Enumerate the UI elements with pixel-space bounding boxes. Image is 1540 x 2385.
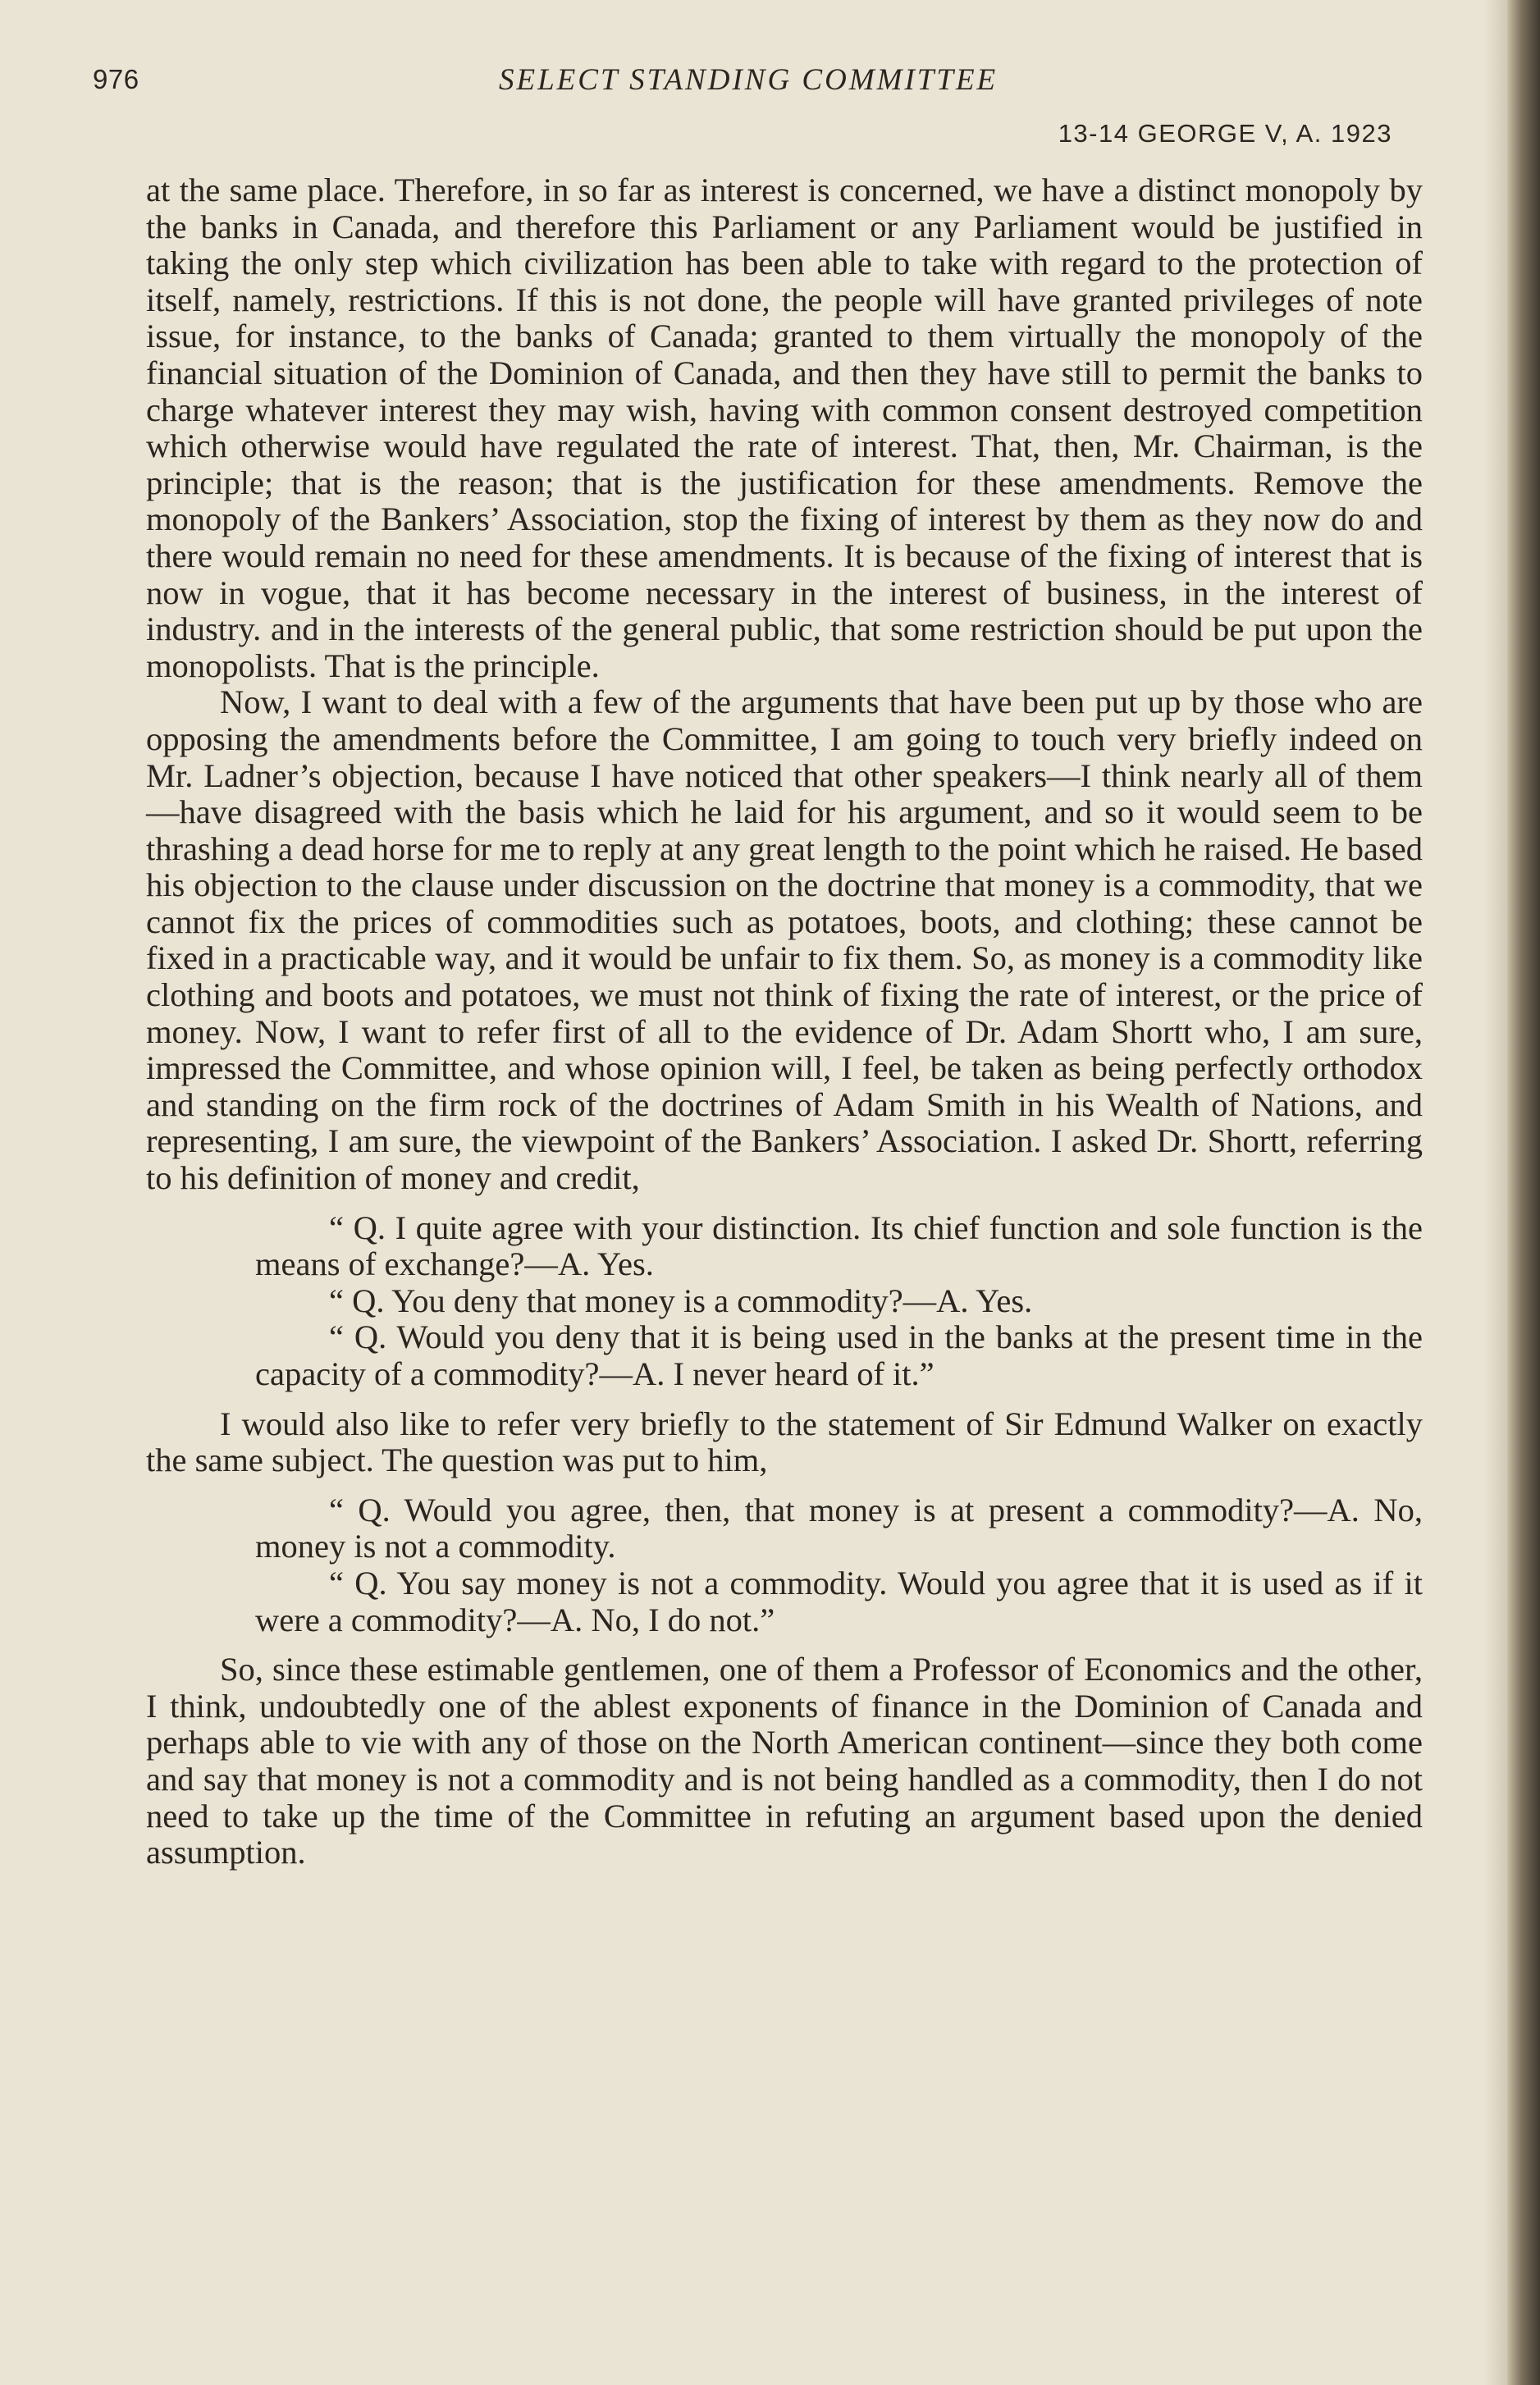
paragraph-4: So, since these estimable gentlemen, one of them a Professor of Economics and the other, I think, undoubtedly one of the ablest exponents of finance in the Dominion of Canada and perhaps able to vie with any of those on the North American continent—since they both come and say that money is not a commodity and is not being handled as a commodity, then I do not need to take up the time of the Committee in refuting an argument based upon the denied assumption. [146, 1651, 1423, 1871]
quote-line: “ Q. You deny that money is a commodity?—A. Yes. [329, 1282, 1033, 1319]
body-text [146, 172, 1423, 1871]
quote-line: “ Q. I quite agree with your distinction. Its chief function and sole function is the means of exchange?—A. Yes. [255, 1208, 1423, 1283]
paragraph-3: I would also like to refer very briefly to the statement of Sir Edmund Walker on exactly the same subject. The question was put to him, [146, 1405, 1423, 1479]
page-number: 976 [93, 64, 139, 94]
quote-line: “ Q. You say money is not a commodity. Would you agree that it is used as if it were a commodity?—A. No, I do not.” [255, 1564, 1423, 1638]
binding-shadow [1484, 0, 1507, 2385]
quote-line: “ Q. Would you agree, then, that money is at present a commodity?—A. No, money is not a commodity. [255, 1491, 1423, 1565]
paragraph-1: at the same place. Therefore, in so far as interest is concerned, we have a distinct monopoly by the banks in Canada, and therefore this Parliament or any Parliament would be justified in taking the only step which civilization has been able to take with regard to the protection of itself, namely, restrictions. If this is not done, the people will have granted privileges of note issue, for instance, to the banks of Canada; granted to them virtually the monopoly of the financial situation of the Dominion of Canada, and then they have still to permit the banks to charge whatever interest they may wish, having with common consent destroyed competition which otherwise would have regulated the rate of interest. That, then, Mr. Chairman, is the principle; that is the reason; that is the justification for these amendments. Remove the monopoly of the Bankers’ Association, stop the fixing of interest by them as they now do and there would remain no need for these amendments. It is because of the fixing of interest that is now in vogue, that it has become necessary in the interest of business, in the interest of industry. and in the interests of the general public, that some restriction should be put upon the monopolists. That is the principle. [146, 171, 1423, 684]
running-title: SELECT STANDING COMMITTEE [499, 63, 998, 97]
paragraph-2: Now, I want to deal with a few of the arguments that have been put up by those who are opposing the amendments before the Committee, I am going to touch very briefly indeed on Mr. Ladner’s objection, because I have noticed that other speakers—I think nearly all of them—have disagreed with the basis which he laid for his argument, and so it would seem to be thrashing a dead horse for me to reply at any great length to the point which he raised. He based his objection to the clause under discussion on the doctrine that money is a commodity, that we cannot fix the prices of commodities such as potatoes, boots, and clothing; these cannot be fixed in a practicable way, and it would be unfair to fix them. So, as money is a commodity like clothing and boots and potatoes, we must not think of fixing the rate of interest, or the price of money. Now, I want to refer first of all to the evidence of Dr. Adam Shortt who, I am sure, impressed the Committee, and whose opinion will, I feel, be taken as being perfectly orthodox and standing on the firm rock of the doctrines of Adam Smith in his Wealth of Nations, and representing, I am sure, the viewpoint of the Bankers’ Association. I asked Dr. Shortt, referring to his definition of money and credit, [146, 683, 1423, 1197]
quote-block-shortt [146, 1210, 1423, 1393]
book-spine [1507, 0, 1540, 2385]
session-line: 13-14 GEORGE V, A. 1923 [1058, 119, 1392, 148]
quote-line: “ Q. Would you deny that it is being used in the banks at the present time in the capacity of a commodity?—A. I never heard of it.” [255, 1318, 1423, 1392]
quote-block-walker [146, 1492, 1423, 1638]
